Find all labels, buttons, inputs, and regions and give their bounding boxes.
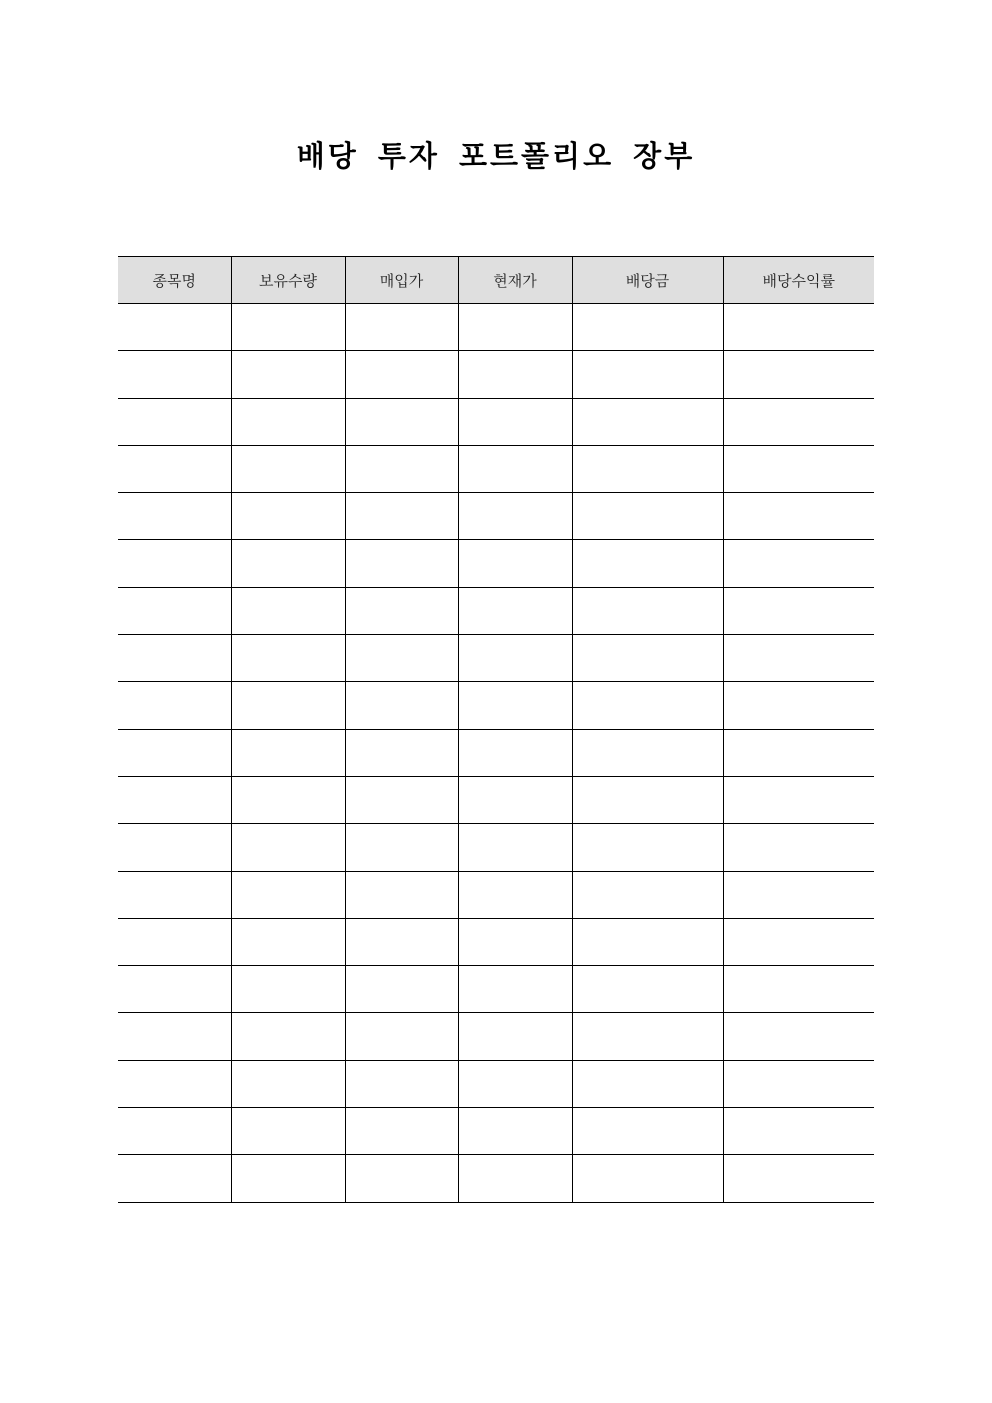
table-cell[interactable] — [118, 729, 231, 776]
table-cell[interactable] — [231, 1060, 345, 1107]
table-cell[interactable] — [345, 729, 458, 776]
table-cell[interactable] — [118, 918, 231, 965]
table-cell[interactable] — [231, 966, 345, 1013]
page-title: 배당 투자 포트폴리오 장부 — [296, 139, 696, 173]
table-cell[interactable] — [723, 1013, 874, 1060]
table-cell[interactable] — [231, 398, 345, 445]
table-cell[interactable] — [572, 918, 723, 965]
table-cell[interactable] — [723, 493, 874, 540]
table-cell[interactable] — [723, 445, 874, 492]
table-cell[interactable] — [723, 540, 874, 587]
table-cell[interactable] — [231, 1155, 345, 1202]
table-row — [118, 682, 874, 729]
table-row — [118, 304, 874, 351]
table-cell[interactable] — [572, 824, 723, 871]
table-cell[interactable] — [572, 729, 723, 776]
header-quantity: 보유수량 — [231, 257, 345, 304]
table-cell[interactable] — [572, 304, 723, 351]
table-row — [118, 540, 874, 587]
table-cell[interactable] — [572, 493, 723, 540]
table-cell[interactable] — [723, 776, 874, 823]
table-cell[interactable] — [723, 1155, 874, 1202]
table-cell[interactable] — [231, 445, 345, 492]
table-cell[interactable] — [345, 1155, 458, 1202]
table-cell[interactable] — [572, 776, 723, 823]
table-cell[interactable] — [572, 1155, 723, 1202]
table-cell[interactable] — [345, 776, 458, 823]
table-cell[interactable] — [118, 1108, 231, 1155]
table-row — [118, 398, 874, 445]
table-cell[interactable] — [458, 1155, 572, 1202]
table-cell[interactable] — [723, 682, 874, 729]
table-cell[interactable] — [118, 1060, 231, 1107]
table-cell[interactable] — [231, 682, 345, 729]
table-cell[interactable] — [118, 776, 231, 823]
table-row — [118, 1013, 874, 1060]
table-cell[interactable] — [231, 729, 345, 776]
table-row — [118, 871, 874, 918]
table-cell[interactable] — [723, 824, 874, 871]
table-cell[interactable] — [231, 493, 345, 540]
table-row — [118, 445, 874, 492]
table-cell[interactable] — [231, 1013, 345, 1060]
table-row — [118, 587, 874, 634]
table-cell[interactable] — [118, 682, 231, 729]
table-cell[interactable] — [572, 1013, 723, 1060]
header-stock-name: 종목명 — [118, 257, 231, 304]
table-cell[interactable] — [458, 871, 572, 918]
table-cell[interactable] — [458, 351, 572, 398]
table-cell[interactable] — [458, 824, 572, 871]
table-row — [118, 351, 874, 398]
table-cell[interactable] — [723, 351, 874, 398]
header-dividend: 배당금 — [572, 257, 723, 304]
table-row — [118, 824, 874, 871]
table-cell[interactable] — [345, 824, 458, 871]
table-cell[interactable] — [572, 540, 723, 587]
table-cell[interactable] — [345, 398, 458, 445]
table-cell[interactable] — [231, 824, 345, 871]
table-cell[interactable] — [723, 304, 874, 351]
table-cell[interactable] — [118, 1013, 231, 1060]
table-cell[interactable] — [231, 871, 345, 918]
table-cell[interactable] — [458, 776, 572, 823]
table-cell[interactable] — [118, 635, 231, 682]
table-cell[interactable] — [118, 587, 231, 634]
portfolio-table — [118, 256, 874, 1203]
table-cell[interactable] — [723, 729, 874, 776]
table-cell[interactable] — [458, 682, 572, 729]
table-cell[interactable] — [458, 398, 572, 445]
table-cell[interactable] — [345, 351, 458, 398]
table-row — [118, 493, 874, 540]
table-cell[interactable] — [458, 966, 572, 1013]
table-cell[interactable] — [118, 540, 231, 587]
table-row — [118, 776, 874, 823]
table-cell[interactable] — [572, 587, 723, 634]
table-cell[interactable] — [458, 1060, 572, 1107]
table-cell[interactable] — [572, 351, 723, 398]
table-cell[interactable] — [345, 871, 458, 918]
table-cell[interactable] — [345, 587, 458, 634]
table-cell[interactable] — [231, 304, 345, 351]
table-cell[interactable] — [118, 398, 231, 445]
table-cell[interactable] — [118, 966, 231, 1013]
table-cell[interactable] — [723, 635, 874, 682]
table-cell[interactable] — [345, 540, 458, 587]
table-cell[interactable] — [118, 1155, 231, 1202]
table-row — [118, 729, 874, 776]
table-cell[interactable] — [345, 1108, 458, 1155]
table-cell[interactable] — [458, 540, 572, 587]
table-cell[interactable] — [458, 918, 572, 965]
table-cell[interactable] — [345, 493, 458, 540]
table-cell[interactable] — [118, 304, 231, 351]
table-cell[interactable] — [572, 635, 723, 682]
table-cell[interactable] — [572, 871, 723, 918]
table-cell[interactable] — [723, 871, 874, 918]
table-cell[interactable] — [458, 729, 572, 776]
table-cell[interactable] — [723, 966, 874, 1013]
table-cell[interactable] — [345, 1013, 458, 1060]
table-cell[interactable] — [231, 918, 345, 965]
table-cell[interactable] — [458, 493, 572, 540]
table-cell[interactable] — [345, 304, 458, 351]
table-cell[interactable] — [723, 1108, 874, 1155]
table-cell[interactable] — [572, 966, 723, 1013]
table-row — [118, 1060, 874, 1107]
table-cell[interactable] — [231, 1108, 345, 1155]
table-cell[interactable] — [231, 776, 345, 823]
table-cell[interactable] — [572, 398, 723, 445]
table-cell[interactable] — [458, 1013, 572, 1060]
table-cell[interactable] — [723, 1060, 874, 1107]
table-cell[interactable] — [345, 682, 458, 729]
table-cell[interactable] — [345, 1060, 458, 1107]
table-cell[interactable] — [118, 824, 231, 871]
table-cell[interactable] — [572, 1060, 723, 1107]
header-row — [118, 257, 874, 304]
table-cell[interactable] — [118, 493, 231, 540]
header-purchase-price: 매입가 — [345, 257, 458, 304]
table-row — [118, 1108, 874, 1155]
table-cell[interactable] — [345, 966, 458, 1013]
table-cell[interactable] — [118, 445, 231, 492]
table-row — [118, 918, 874, 965]
table-cell[interactable] — [723, 398, 874, 445]
table-cell[interactable] — [345, 445, 458, 492]
table-cell[interactable] — [572, 682, 723, 729]
table-cell[interactable] — [458, 635, 572, 682]
table-cell[interactable] — [723, 587, 874, 634]
table-row — [118, 966, 874, 1013]
table-cell[interactable] — [572, 445, 723, 492]
table-cell[interactable] — [458, 304, 572, 351]
table-cell[interactable] — [118, 351, 231, 398]
table-cell[interactable] — [231, 351, 345, 398]
table-cell[interactable] — [118, 871, 231, 918]
table-cell[interactable] — [231, 587, 345, 634]
header-current-price: 현재가 — [458, 257, 572, 304]
table-cell[interactable] — [458, 1108, 572, 1155]
table-cell[interactable] — [231, 635, 345, 682]
table-row — [118, 635, 874, 682]
table-cell[interactable] — [572, 1108, 723, 1155]
table-cell[interactable] — [458, 587, 572, 634]
header-dividend-yield: 배당수익률 — [723, 257, 874, 304]
table-cell[interactable] — [345, 635, 458, 682]
table-cell[interactable] — [458, 445, 572, 492]
table-cell[interactable] — [345, 918, 458, 965]
table-row — [118, 1155, 874, 1202]
table-cell[interactable] — [231, 540, 345, 587]
table-cell[interactable] — [723, 918, 874, 965]
